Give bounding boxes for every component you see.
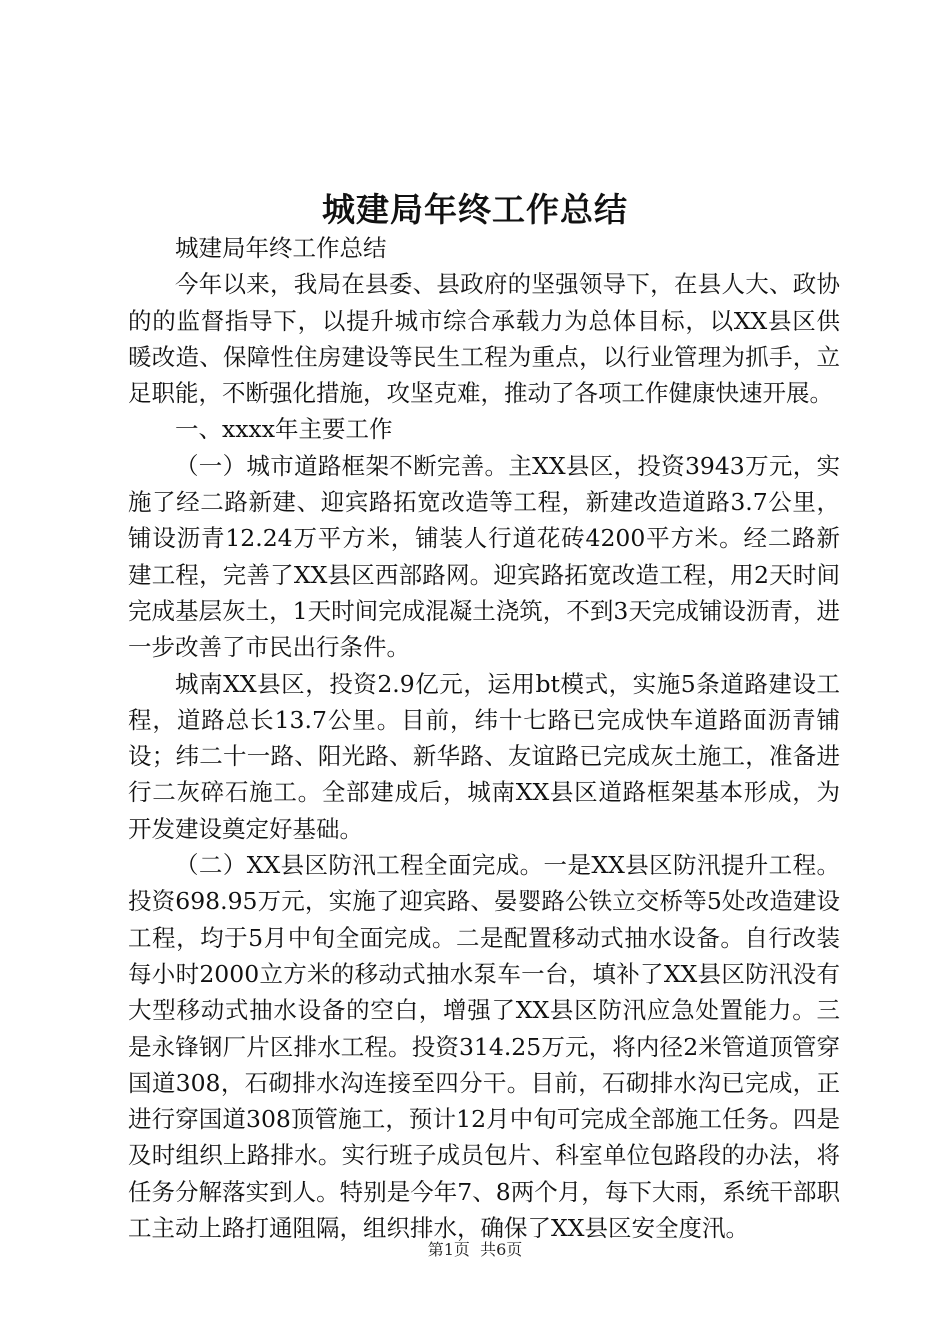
paragraph-south-district: 城南XX县区，投资2.9亿元，运用bt模式，实施5条道路建设工程，道路总长13.7公里。目前，纬十七路已完成快车道路面沥青铺设；纬二十一路、阳光路、新华路、友谊路已完成灰土施工，准备进行二灰碎石施工。全部建成后，城南XX县区道路框架基本形成，为开发建设奠定好基础。 bbox=[128, 669, 840, 843]
page-total: 共6页 bbox=[480, 1240, 523, 1259]
paragraph-subtitle: 城建局年终工作总结 bbox=[175, 234, 387, 262]
page-number: 第1页 bbox=[427, 1240, 470, 1259]
document-body bbox=[128, 230, 840, 1246]
document-title: 城建局年终工作总结 bbox=[322, 190, 628, 229]
paragraph-intro: 今年以来，我局在县委、县政府的坚强领导下，在县人大、政协的的监督指导下，以提升城市综合承载力为总体目标，以XX县区供暖改造、保障性住房建设等民生工程为重点，以行业管理为抓手，立足职能，不断强化措施，攻坚克难，推动了各项工作健康快速开展。 bbox=[128, 270, 840, 408]
paragraph-flood-control: （二）XX县区防汛工程全面完成。一是XX县区防汛提升工程。投资698.95万元，实施了迎宾路、晏婴路公铁立交桥等5处改造建设工程，均于5月中旬全面完成。二是配置移动式抽水设备。自行改装每小时2000立方米的移动式抽水泵车一台，填补了XX县区防汛没有大型移动式抽水设备的空白，增强了XX县区防汛应急处置能力。三是永锋钢厂片区排水工程。投资314.25万元，将内径2米管道顶管穿国道308，石砌排水沟连接至四分干。目前，石砌排水沟已完成，正进行穿国道308顶管施工，预计12月中旬可完成全部施工任务。四是及时组织上路排水。实行班子成员包片、科室单位包路段的办法，将任务分解落实到人。特别是今年7、8两个月，每下大雨，系统干部职工主动上路打通阻隔，组织排水，确保了XX县区安全度汛。 bbox=[128, 851, 840, 1243]
page-footer bbox=[0, 1238, 950, 1262]
paragraph-roads: （一）城市道路框架不断完善。主XX县区，投资3943万元，实施了经二路新建、迎宾路拓宽改造等工程，新建改造道路3.7公里，铺设沥青12.24万平方米，铺装人行道花砖4200平方米。经二路新建工程，完善了XX县区西部路网。迎宾路拓宽改造工程，用2天时间完成基层灰土，1天时间完成混凝土浇筑，不到3天完成铺设沥青，进一步改善了市民出行条件。 bbox=[128, 451, 840, 662]
section-heading: 一、xxxx年主要工作 bbox=[175, 415, 393, 444]
